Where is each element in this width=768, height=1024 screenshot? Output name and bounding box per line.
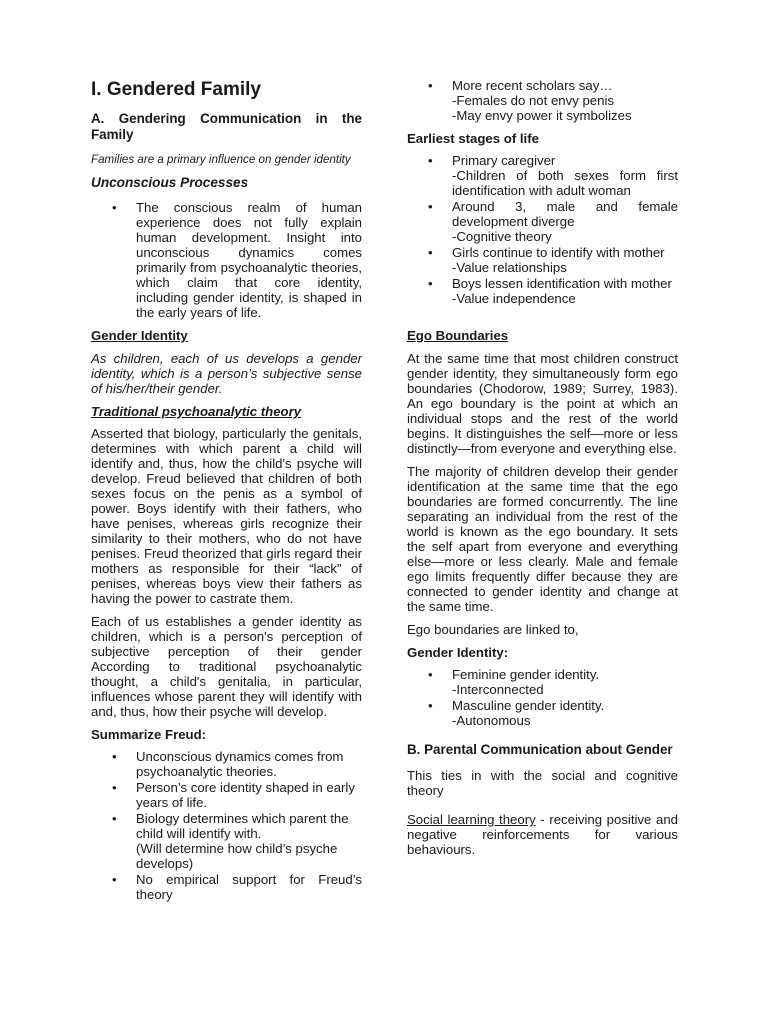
list-item: [407, 276, 678, 306]
summarize-list: [91, 749, 362, 902]
summarize-freud-heading: Summarize Freud:: [91, 727, 207, 742]
list-item-sub: -Interconnected: [452, 682, 544, 697]
recent-scholars-list: [407, 78, 678, 123]
earliest-stages-heading: Earliest stages of life: [407, 131, 539, 146]
list-item-sub: (Will determine how child’s psyche develops): [136, 841, 338, 871]
list-item-sub: -Children of both sexes form first identification with adult woman: [452, 168, 678, 198]
left-column: [91, 76, 362, 910]
list-item: [407, 245, 678, 275]
gender-identity-subheading: Gender Identity:: [407, 645, 509, 660]
list-item-sub: -Females do not envy penis: [452, 93, 614, 108]
list-item-main: • Primary caregiver: [452, 153, 556, 168]
list-item: [407, 153, 678, 198]
list-item: • Unconscious dynamics comes from psychoanalytic theories.: [91, 749, 362, 779]
earliest-stages-list: [407, 153, 678, 306]
list-item: [407, 199, 678, 244]
list-item-main: • Around 3, male and female development diverge: [452, 199, 678, 229]
list-item: [407, 78, 678, 123]
traditional-theory-paragraph: Asserted that biology, particularly the genitals, determines with which parent a child will identify and, thus, how the child's psyche will develop. Freud believed that children of both sexes focus on the penis as a symbol of power. Boys identify with their fathers, who have penises, whereas girls recognize their similarity to their mothers, who do not have penises. Freud theorized that girls regard their mothers as responsible for their “lack” of penises, whereas boys view their fathers as having the power to castrate them.: [91, 426, 362, 606]
section-a-heading: A. Gendering Communication in the Family: [91, 111, 362, 142]
social-learning-definition: - receiving positive and negative reinforcements for various behaviours.: [407, 812, 678, 857]
list-item: • No empirical support for Freud’s theory: [91, 872, 362, 902]
gender-identity-definition: As children, each of us develops a gender identity, which is a person’s subjective sense of his/her/their gender.: [91, 351, 362, 396]
ties-paragraph: This ties in with the social and cognitive theory: [407, 768, 678, 798]
families-note: Families are a primary influence on gender identity: [91, 153, 351, 166]
list-item: [407, 667, 678, 697]
list-item-main: • Girls continue to identify with mother: [452, 245, 665, 260]
social-learning-paragraph: [407, 812, 678, 857]
ego-linked-text: Ego boundaries are linked to,: [407, 622, 579, 637]
list-item-main: • Boys lessen identification with mother: [452, 276, 672, 291]
list-item-sub: -Autonomous: [452, 713, 531, 728]
list-item-sub: -May envy power it symbolizes: [452, 108, 632, 123]
page-title: I. Gendered Family: [91, 79, 261, 100]
list-item-sub: -Value relationships: [452, 260, 567, 275]
social-learning-term: Social learning theory: [407, 812, 536, 827]
gender-identity-list: [407, 667, 678, 728]
unconscious-list: [91, 200, 362, 320]
ego-boundaries-heading: Ego Boundaries: [407, 328, 509, 343]
list-item-main: • Feminine gender identity.: [452, 667, 600, 682]
ego-paragraph-1: At the same time that most children construct gender identity, they simultaneously form ego boundaries (Chodorow, 1989; Surrey, 1983). An ego boundary is the point at which an individual stops and the rest of the world begins. It distinguishes the self—more or less distinctly—from everyone and everything else.: [407, 351, 678, 456]
list-item: • The conscious realm of human experience does not fully explain human development. Insight into unconscious dynamics comes primarily from psychoanalytic theories, which claim that core identity, including gender identity, is shaped in the early years of life.: [91, 200, 362, 320]
traditional-theory-heading: Traditional psychoanalytic theory: [91, 404, 302, 419]
list-item-main: • Masculine gender identity.: [452, 698, 605, 713]
list-item-sub: -Cognitive theory: [452, 229, 552, 244]
list-item-sub: -Value independence: [452, 291, 576, 306]
list-item-main: • Biology determines which parent the child will identify with.: [136, 811, 349, 841]
list-item-main: • More recent scholars say…: [452, 78, 613, 93]
ego-paragraph-2: The majority of children develop their gender identification at the same time that the ego boundaries are formed concurrently. The line separating an individual from the rest of the world is known as the ego boundary. It sets the self apart from everyone and everything else—more or less clearly. Male and female ego limits frequently differ because they are connected to gender identity and change at the same time.: [407, 464, 678, 614]
unconscious-heading: Unconscious Processes: [91, 175, 249, 190]
gender-identity-heading: Gender Identity: [91, 328, 188, 343]
section-b-heading: B. Parental Communication about Gender: [407, 742, 673, 757]
gender-identity-paragraph: Each of us establishes a gender identity as children, which is a person's perception of subjective perception of their gender According to traditional psychoanalytic thought, a child's genitalia, in particular, influences whose parent they will identify with and, thus, how their psyche will develop.: [91, 614, 362, 719]
right-column: [407, 78, 678, 865]
list-item: [91, 811, 362, 871]
list-item: [407, 698, 678, 728]
list-item: • Person’s core identity shaped in early years of life.: [91, 780, 362, 810]
